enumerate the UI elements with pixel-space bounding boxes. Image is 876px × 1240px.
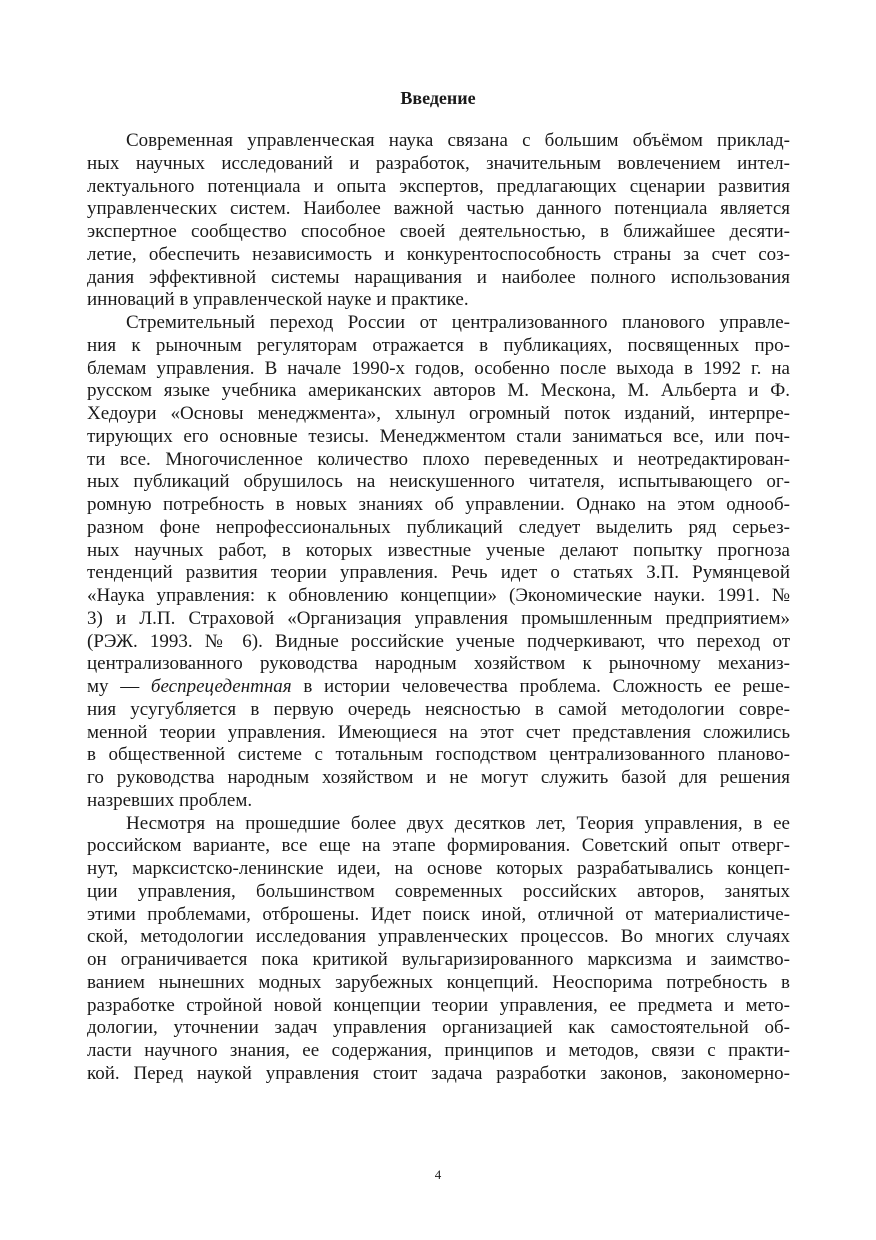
- text-line: российском варианте, все еще на этапе формирования. Советский опыт отверг-: [87, 835, 790, 857]
- text-line: назревших проблем.: [87, 789, 253, 811]
- paragraph-3: [87, 813, 790, 1086]
- page-title: Введение: [400, 88, 476, 108]
- text-line: ных научных исследований и разработок, значительным вовлечением интел-: [87, 152, 790, 174]
- text-line: ской, методологии исследования управленческих процессов. Во многих случаях: [87, 926, 790, 948]
- page-number: 4: [434, 1167, 442, 1182]
- text-line: ромную потребность в новых знаниях об управлении. Однако на этом однооб-: [87, 494, 790, 515]
- text-line: Современная управленческая наука связана с большим объёмом приклад-: [126, 130, 790, 151]
- text-line: нут, марксистско-ленинские идеи, на основе которых разрабатывались концеп-: [87, 858, 790, 879]
- text-line: экспертное сообщество способное своей деятельностью, в ближайшее десяти-: [87, 221, 790, 242]
- text-line: русском языке учебника американских авторов М. Мескона, М. Альберта и Ф.: [87, 380, 790, 402]
- text-line: 3) и Л.П. Страховой «Организация управления промышленным предприятием»: [87, 607, 790, 629]
- text-line: централизованного руководства народным хозяйством к рыночному механиз-: [87, 653, 790, 675]
- text-line: Хедоури «Основы менеджмента», хлынул огромный поток изданий, интерпре-: [87, 403, 790, 424]
- text-line: ных публикаций обрушилось на неискушенного читателя, испытывающего ог-: [87, 471, 790, 493]
- text-line: он ограничивается пока критикой вульгаризированного марксизма и заимство-: [87, 949, 790, 970]
- text-line: ти все. Многочисленное количество плохо переведенных и неотредактирован-: [87, 448, 790, 470]
- text-line: ния усугубляется в первую очередь неясностью в самой методологии совре-: [87, 698, 790, 720]
- text-line: тенденций развития теории управления. Речь идет о статьях З.П. Румянцевой: [87, 562, 790, 584]
- text-line: менной теории управления. Имеющиеся на этот счет представления сложились: [87, 721, 790, 743]
- text-line: го руководства народным хозяйством и не могут служить базой для решения: [87, 767, 790, 788]
- paragraph-1: [87, 130, 790, 312]
- text-line: летие, обеспечить независимость и конкурентоспособность страны за счет соз-: [87, 243, 790, 265]
- text-line-italic-phrase: [87, 676, 790, 699]
- text-line: управленческих систем. Наиболее важной частью данного потенциала является: [87, 198, 790, 220]
- text-line: Несмотря на прошедшие более двух десятков лет, Теория управления, в ее: [126, 812, 790, 834]
- italic-term: беспрецедентная: [150, 676, 292, 697]
- text-line: разном фоне непрофессиональных публикаций следует выделить ряд серьез-: [87, 516, 790, 538]
- text-run: в истории человечества проблема. Сложность ее реше-: [291, 676, 790, 697]
- text-line: в общественной системе с тотальным господством централизованного планово-: [87, 744, 790, 766]
- text-line: тирующих его основные тезисы. Менеджментом стали заниматься все, или поч-: [87, 425, 790, 447]
- text-line: (РЭЖ. 1993. № 6). Видные российские ученые подчеркивают, что переход от: [87, 630, 790, 652]
- text-line: дологии, уточнении задач управления организацией как самостоятельной об-: [87, 1017, 790, 1039]
- text-line: дания эффективной системы наращивания и наиболее полного использования: [87, 266, 790, 288]
- text-line: инноваций в управленческой науке и практике.: [87, 289, 469, 311]
- text-line: ванием нынешних модных зарубежных концепций. Неоспорима потребность в: [87, 971, 790, 993]
- text-line: кой. Перед наукой управления стоит задача разработки законов, закономерно-: [87, 1062, 790, 1084]
- text-line: лектуального потенциала и опыта экспертов, предлагающих сценарии развития: [87, 175, 790, 197]
- text-line: блемам управления. В начале 1990-х годов, особенно после выхода в 1992 г. на: [87, 357, 790, 379]
- text-line: Стремительный переход России от централизованного планового управле-: [126, 312, 790, 333]
- text-line: ных научных работ, в которых известные ученые делают попытку прогноза: [87, 539, 790, 561]
- paragraph-2: [87, 312, 790, 813]
- text-run: му —: [87, 676, 151, 697]
- text-line: ласти научного знания, ее содержания, принципов и методов, связи с практи-: [87, 1040, 790, 1061]
- text-line: «Наука управления: к обновлению концепции» (Экономические науки. 1991. №: [87, 585, 790, 606]
- text-line: разработке стройной новой концепции теории управления, ее предмета и мето-: [87, 994, 790, 1016]
- text-line: этими проблемами, отброшены. Идет поиск иной, отличной от материалистиче-: [87, 903, 790, 925]
- text-line: ния к рыночным регуляторам отражается в публикациях, посвященных про-: [87, 334, 790, 356]
- body-text: [87, 130, 790, 1086]
- text-line: ции управления, большинством современных российских авторов, занятых: [87, 880, 790, 902]
